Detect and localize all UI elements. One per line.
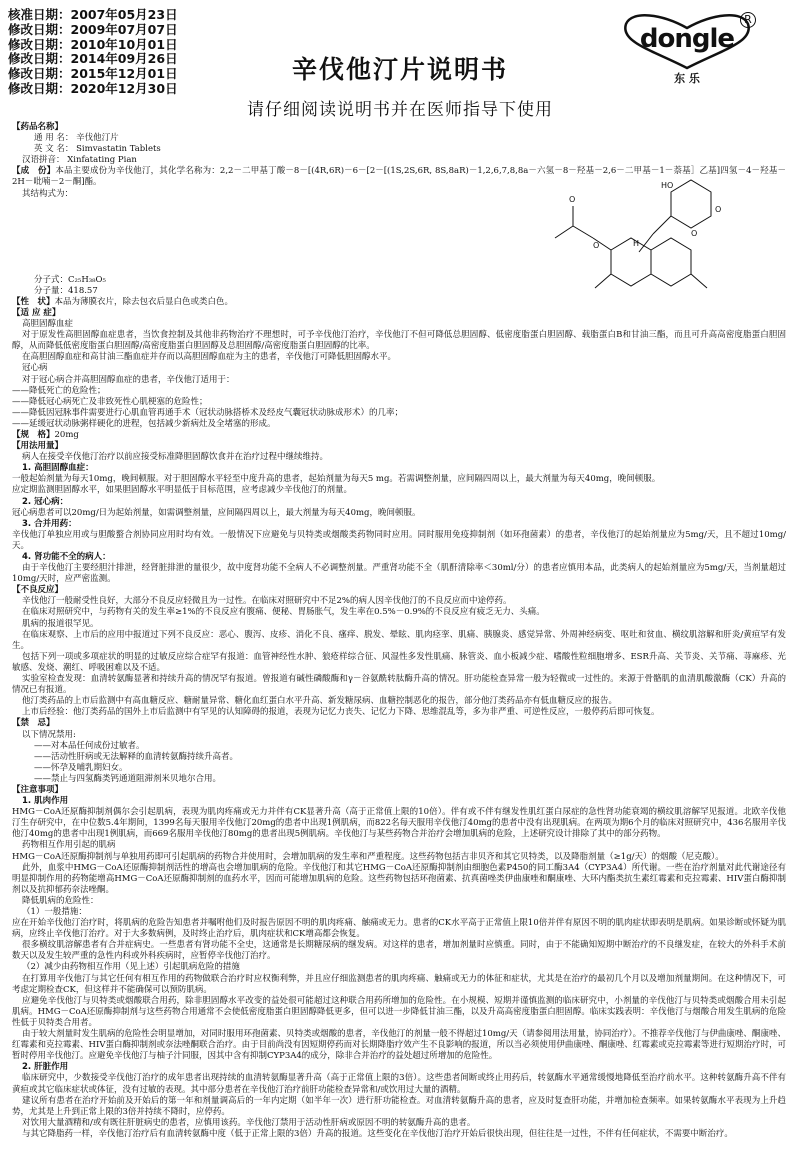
structure-label: 其结构式为： [22, 188, 74, 199]
caution-paragraph: 临床研究中，少数接受辛伐他汀治疗的成年患者出现持续的血清转氨酶显著升高（高于正常值上限的3倍）。这些患者间断或终止用药后，转氨酶水平通常缓慢地降低至治疗前水平。这种转氨酶升高不伴有黄疸或其它临床症状或体征，没有过敏的表现。其中部分患者在辛伐他汀治疗前肝功能检查异常和/或饮用过大量的酒精。 [12, 1073, 786, 1095]
section-header-spec: 【规 格】 [12, 429, 55, 440]
section-header-adverse: 【不良反应】 [12, 585, 64, 596]
dosage-subheader: 3. 合并用药： [22, 518, 77, 529]
indication-line: ——降低因冠脉事件需要进行心肌血管再通手术（冠状动脉搭桥术及经皮气囊冠状动脉成形术）的几率； [12, 407, 404, 418]
adverse-line: 他汀类药品的上市后监测中有高血糖反应、糖耐量异常、糖化血红蛋白水平升高、新发糖尿病、血糖控制恶化的报告，部分他汀类药品亦有低血糖反应的报告。 [22, 696, 618, 707]
caution-paragraph: 很多横纹肌溶解患者有合并症病史。一些患者有肾功能不全史，这通常是长期糖尿病的继发病。对这样的患者，增加剂量时应慎重。同时，由于不能确知短期中断治疗的不良继发症，在较大的外科手术前数天以及发生较严重的急性内科或外科疾病时，应暂停辛伐他汀治疗。 [12, 940, 786, 962]
caution-paragraph: 由于较大剂量时发生肌病的危险性会明显增加，对同时服用环孢菌素、贝特类或烟酸的患者，辛伐他汀的剂量一般不得超过10mg/天（请参阅用法用量，协同治疗）。不推荐辛伐他汀与伊曲康唑、酮康唑、红霉素和克拉霉素、HIV蛋白酶抑制剂或奈法唑酮联合治疗。由于目前尚没有因短期停药而对长期降脂疗效产生不良影响的报道，所以当必须使用伊曲康唑、酮康唑、红霉素或克拉霉素等进行短期治疗时，可暂时停用辛伐他汀。应避免辛伐他汀与柚子汁同服，因其中含有抑制CYP3A4的成分，除非合并治疗的益处超过所增加的危险性。 [12, 1029, 786, 1062]
adverse-line: 包括下列一项或多项症状的明显的过敏反应综合症罕有报道：血管神经性水肿、狼疮样综合征、风湿性多发性肌痛、脉管炎、血小板减少症、嗜酸性粒细胞增多、ESR升高、关节炎、关节痛、荨麻疹、光敏感、发烧、潮红、呼吸困难以及不适。 [12, 651, 786, 673]
section-header-character: 【性 状】 [12, 296, 55, 307]
caution-paragraph: 与其它降脂药一样，辛伐他汀治疗后有血清转氨酶中度（低于正常上限的3倍）升高的报道。这些变化在辛伐他汀治疗开始后很快出现，但往往是一过性，不伴有任何症状，不需要中断治疗。 [22, 1128, 733, 1139]
molecular-formula: 分子式：C₂₅H₃₈O₅ [34, 274, 106, 285]
contra-line: ——禁止与四氢酶类钙通道阻滞剂米贝地尔合用。 [34, 773, 222, 784]
revision-date: 修改日期：2015年12月01日 [8, 66, 178, 82]
caution-paragraph: （1）一般措施： [22, 907, 87, 917]
revision-date: 修改日期：2010年10月01日 [8, 36, 178, 52]
adverse-line: 上市后经验：他汀类药品的国外上市后监测中有罕见的认知障碍的报道，表现为记忆力丧失、记忆力下降、思维混乱等，多为非严重、可逆性反应，一般停药后即可恢复。 [22, 707, 660, 718]
caution-paragraph: 降低肌病的危险性： [22, 895, 99, 906]
pinyin-name: 汉语拼音： Xinfatating Pian [22, 155, 137, 166]
dosage-line: 一般起始剂量为每天10mg，晚间顿服。对于胆固醇水平轻至中度升高的患者，起始剂量为每天5 mg。若需调整剂量，应间隔四周以上，最大剂量为每天40mg，晚间顿服。 [12, 474, 661, 485]
dosage-line: 冠心病患者可以20mg/日为起始剂量，如需调整剂量，应间隔四周以上，最大剂量为每天40mg，晚间顿服。 [12, 507, 421, 518]
contra-line: ——对本品任何成份过敏者。 [34, 740, 145, 751]
caution-paragraph: 此外，血浆中HMG－CoA还原酶抑制剂活性的增高也会增加肌病的危险。辛伐他汀和其它HMG－CoA还原酶抑制剂由细胞色素P450的同工酶3A4（CYP3A4）所代谢。一些在治疗剂量对此代谢途径有明显抑制作用的药物能增高HMG－CoA还原酶抑制剂的血药水平，因而可能增加肌病的危险。这些药物包括环孢菌素、抗真菌唑类伊曲康唑和酮康唑、大环内酯类抗生素红霉素和克拉霉素、HIV蛋白酶抑制剂以及抗抑郁药奈法唑酮。 [12, 862, 786, 895]
dosage-intro: 病人在接受辛伐他汀治疗以前应接受标准降胆固醇饮食并在治疗过程中继续维持。 [22, 452, 329, 463]
contra-line: ——怀孕及哺乳期妇女。 [34, 762, 128, 773]
dosage-subheader: 1. 高胆固醇血症： [22, 463, 94, 474]
dosage-subheader: 2. 冠心病： [22, 496, 69, 507]
section-header-cautions: 【注意事项】 [12, 784, 64, 795]
caution-paragraph: HMG－CoA还原酶抑制剂偶尔会引起肌病，表现为肌肉疼痛或无力并伴有CK显著升高（高于正常值上限的10倍）。伴有或不伴有继发性肌红蛋白尿症的急性肾功能衰竭的横纹肌溶解罕见报道。北欧辛伐他汀生存研究中，在中位数5.4年期间，1399名每天服用辛伐他汀20mg的患者中出现1例肌病，而822名每天服用辛伐他汀40mg的患者中没有出现肌病。在两项为期6个月的临床对照研究中，436名服用辛伐他汀40mg的患者中出现1例肌病，而669名服用辛伐他汀80mg的患者出现5例肌病。辛伐他汀与某些药物合并治疗会增加肌病的危险，上述研究设计排除了其中的部分药物。 [12, 807, 786, 840]
revision-date: 修改日期：2009年07月07日 [8, 21, 178, 37]
composition-text: 本品主要成份为辛伐他汀，其化学名称为：2,2－二甲基丁酸－8－[(4R,6R)－6－[2－[(1S,2S,6R, 8S,8aR)－1,2,6,7,8,8a－六氢－8－羟基－2,6－二甲基－1－萘基］乙基]四氢－4－羟基－2H－吡喃－2－酮]酯。 [12, 166, 786, 188]
section-header-drug-name: 【药品名称】 [12, 122, 64, 132]
page-subtitle: 请仔细阅读说明书并在医师指导下使用 [247, 100, 553, 120]
caution-paragraph: 在打算用辛伐他汀与其它任何有相互作用的药物做联合治疗时应权衡利弊，并且应仔细监测患者的肌肉疼痛、触痛或无力的体征和症状，尤其是在治疗的最初几个月以及增加剂量期间。在这种情况下，可考虑定期检查CK，但这样并不能确保可以预防肌病。 [12, 973, 786, 995]
caution-paragraph: 对饮用大量酒精和/或有既往肝脏病史的患者，应慎用该药。辛伐他汀禁用于活动性肝病或原因不明的转氨酶升高的患者。 [22, 1117, 476, 1128]
caution-paragraph: 药物相互作用引起的肌病 [22, 840, 116, 851]
caution-paragraph: HMG－CoA还原酶抑制剂与单独用药即可引起肌病的药物合并使用时，会增加肌病的发生率和严重程度。这些药物包括吉非贝齐和其它贝特类，以及降脂剂量（≥1g/天）的烟酸（尼克酸）。 [12, 851, 724, 862]
indication-line: ——延缓冠状动脉粥样硬化的进程，包括减少新病灶及全堵塞的形成。 [12, 418, 276, 429]
revision-date: 修改日期：2014年09月26日 [8, 51, 178, 67]
indication-line: 高胆固醇血症 [22, 319, 74, 330]
section-header-composition: 【成 份】 [12, 166, 56, 177]
caution-paragraph: 建议所有患者在治疗开始前及开始后的第一年和剂量调高后的一年内定期（如半年一次）进行肝功能检查。对血清转氨酶升高的患者，应及时复查肝功能，并增加检查频率。如果转氨酶水平表现为上升趋势，尤其是上升到正常上限的3倍并持续不降时，应停药。 [12, 1095, 786, 1117]
caution-paragraph: 应在开始辛伐他汀治疗时，将肌病的危险告知患者并嘱咐他们及时报告原因不明的肌肉疼痛、触痛或无力。患者的CK水平高于正常值上限10倍并伴有原因不明的肌肉症状即表明是肌病。如果诊断或怀疑为肌病，应终止辛伐他汀治疗。对于大多数病例，及时终止治疗后，肌肉症状和CK增高都会恢复。 [12, 918, 786, 940]
indication-line: 冠心病 [22, 363, 48, 374]
logo-chinese: 东 乐 [674, 72, 700, 85]
caution-paragraph: 应避免辛伐他汀与贝特类或烟酸联合用药，除非胆固醇水平改变的益处很可能超过这种联合用药所增加的危险性。在小规模、短期并谨慎监测的临床研究中，小剂量的辛伐他汀与贝特类或烟酸合用未引起肌病。HMG－CoA还原酶抑制剂与这些药物合用通常不会使低密度脂蛋白胆固醇降低更多，但可以进一步降低甘油三酯，以及升高高密度脂蛋白胆固醇。临床实践表明：辛伐他汀与烟酸合用发生肌病的危险性低于贝特类合用者。 [12, 995, 786, 1028]
caution-subheader: 1. 肌肉作用 [22, 796, 69, 807]
revision-date: 修改日期：2020年12月30日 [8, 80, 178, 96]
indication-line: 对于冠心病合并高胆固醇血症的患者，辛伐他汀适用于： [22, 374, 235, 385]
logo-word: dongle [639, 24, 735, 54]
page-title: 辛伐他汀片说明书 [291, 55, 508, 84]
svg-text:O: O [715, 204, 722, 214]
dosage-line: 应定期监测胆固醇水平，如果胆固醇水平明显低于目标范围，应考虑减少辛伐他汀的剂量。 [12, 485, 353, 496]
section-header-indications: 【适 应 症】 [12, 307, 61, 318]
contra-line: ——活动性肝病或无法解释的血清转氨酶持续升高者。 [34, 751, 239, 762]
molecular-weight: 分子量：418.57 [34, 285, 98, 296]
dosage-subheader: 4. 肾功能不全的病人： [22, 552, 111, 562]
adverse-line: 在临床观察、上市后的应用中报道过下列不良反应：恶心、腹泻、皮疹、消化不良、瘙痒、脱发、晕眩、肌肉痉挛、肌痛、胰腺炎、感觉异常、外周神经病变、呕吐和贫血、横纹肌溶解和肝炎/黄疸罕有发生。 [12, 629, 786, 651]
svg-text:O: O [593, 240, 600, 250]
contra-line: 以下情况禁用: [22, 729, 76, 740]
svg-text:H: H [633, 238, 640, 248]
leaflet-body [12, 122, 786, 1140]
svg-text:O: O [569, 194, 576, 204]
indication-line: ——降低冠心病死亡及非致死性心肌梗塞的危险性； [12, 396, 208, 407]
adverse-line: 实验室检查发现：血清转氨酶显著和持续升高的情况罕有报道。曾报道有碱性磷酸酶和γ－谷氨酰转肽酶升高的情况。肝功能检查异常一般为轻微或一过性的。来源于骨骼肌的血清肌酸激酶（CK）升高的情况已有报道。 [12, 674, 786, 696]
spec-row [12, 430, 786, 441]
chemical-structure-icon [521, 172, 741, 312]
section-header-dosage: 【用法用量】 [12, 441, 64, 452]
svg-text:HO: HO [661, 180, 674, 190]
common-name: 通 用 名： 辛伐他汀片 [34, 133, 119, 144]
caution-subheader: 2. 肝脏作用 [22, 1062, 69, 1073]
dosage-line: 由于辛伐他汀主要经胆汁排泄，经肾脏排泄的量很少，故中度肾功能不全病人不必调整剂量。严重肾功能不全（肌酐清除率＜30ml/分）的患者应慎用本品，此类病人的起始剂量应为5mg/天，当剂量超过10mg/天时，应严密监测。 [12, 563, 786, 585]
indication-line: ——降低死亡的危险性； [12, 385, 106, 396]
svg-text:O: O [691, 228, 698, 238]
adverse-line: 在临床对照研究中，与药物有关的发生率≥1%的不良反应有腹痛、便秘、胃肠胀气，发生率在0.5%－0.9%的不良反应有疲乏无力、头痛。 [22, 607, 545, 618]
caution-paragraph: （2）减少由药物相互作用（见上述）引起肌病危险的措施 [22, 962, 240, 973]
revision-date: 核准日期：2007年05月23日 [8, 7, 178, 22]
spec-text: 20mg [54, 429, 79, 440]
section-header-contraindications: 【禁 忌】 [12, 718, 55, 729]
english-name: 英 文 名： Simvastatin Tablets [34, 144, 161, 155]
indication-line: 在高胆固醇血症和高甘油三酯血症并存而以高胆固醇血症为主的患者，辛伐他汀可降低胆固醇水平。 [22, 352, 397, 363]
adverse-line: 肌病的报道很罕见。 [22, 618, 99, 629]
adverse-line: 辛伐他汀一般耐受性良好，大部分不良反应轻微且为一过性。在临床对照研究中不足2%的病人因辛伐他汀的不良反应而中途停药。 [22, 596, 512, 607]
registered-mark-icon: R [740, 12, 756, 28]
character-text: 本品为薄膜衣片，除去包衣后显白色或类白色。 [54, 296, 234, 307]
indication-line: 对于原发性高胆固醇血症患者，当饮食控制及其他非药物治疗不理想时，可予辛伐他汀治疗，辛伐他汀不但可降低总胆固醇、低密度脂蛋白胆固醇、载脂蛋白B和甘油三酯，而且可升高高密度脂蛋白胆固醇，从而降低低密度脂蛋白胆固醇/高密度脂蛋白胆固醇及总胆固醇/高密度脂蛋白胆固醇的比率。 [12, 330, 786, 352]
dosage-line: 辛伐他汀单独应用或与胆酸螯合剂协同应用时均有效。一般情况下应避免与贝特类或烟酸类药物同时应用。同时服用免疫抑制剂（如环孢菌素）的患者，辛伐他汀的起始剂量应为5mg/天，且不超过10mg/天。 [12, 529, 786, 551]
